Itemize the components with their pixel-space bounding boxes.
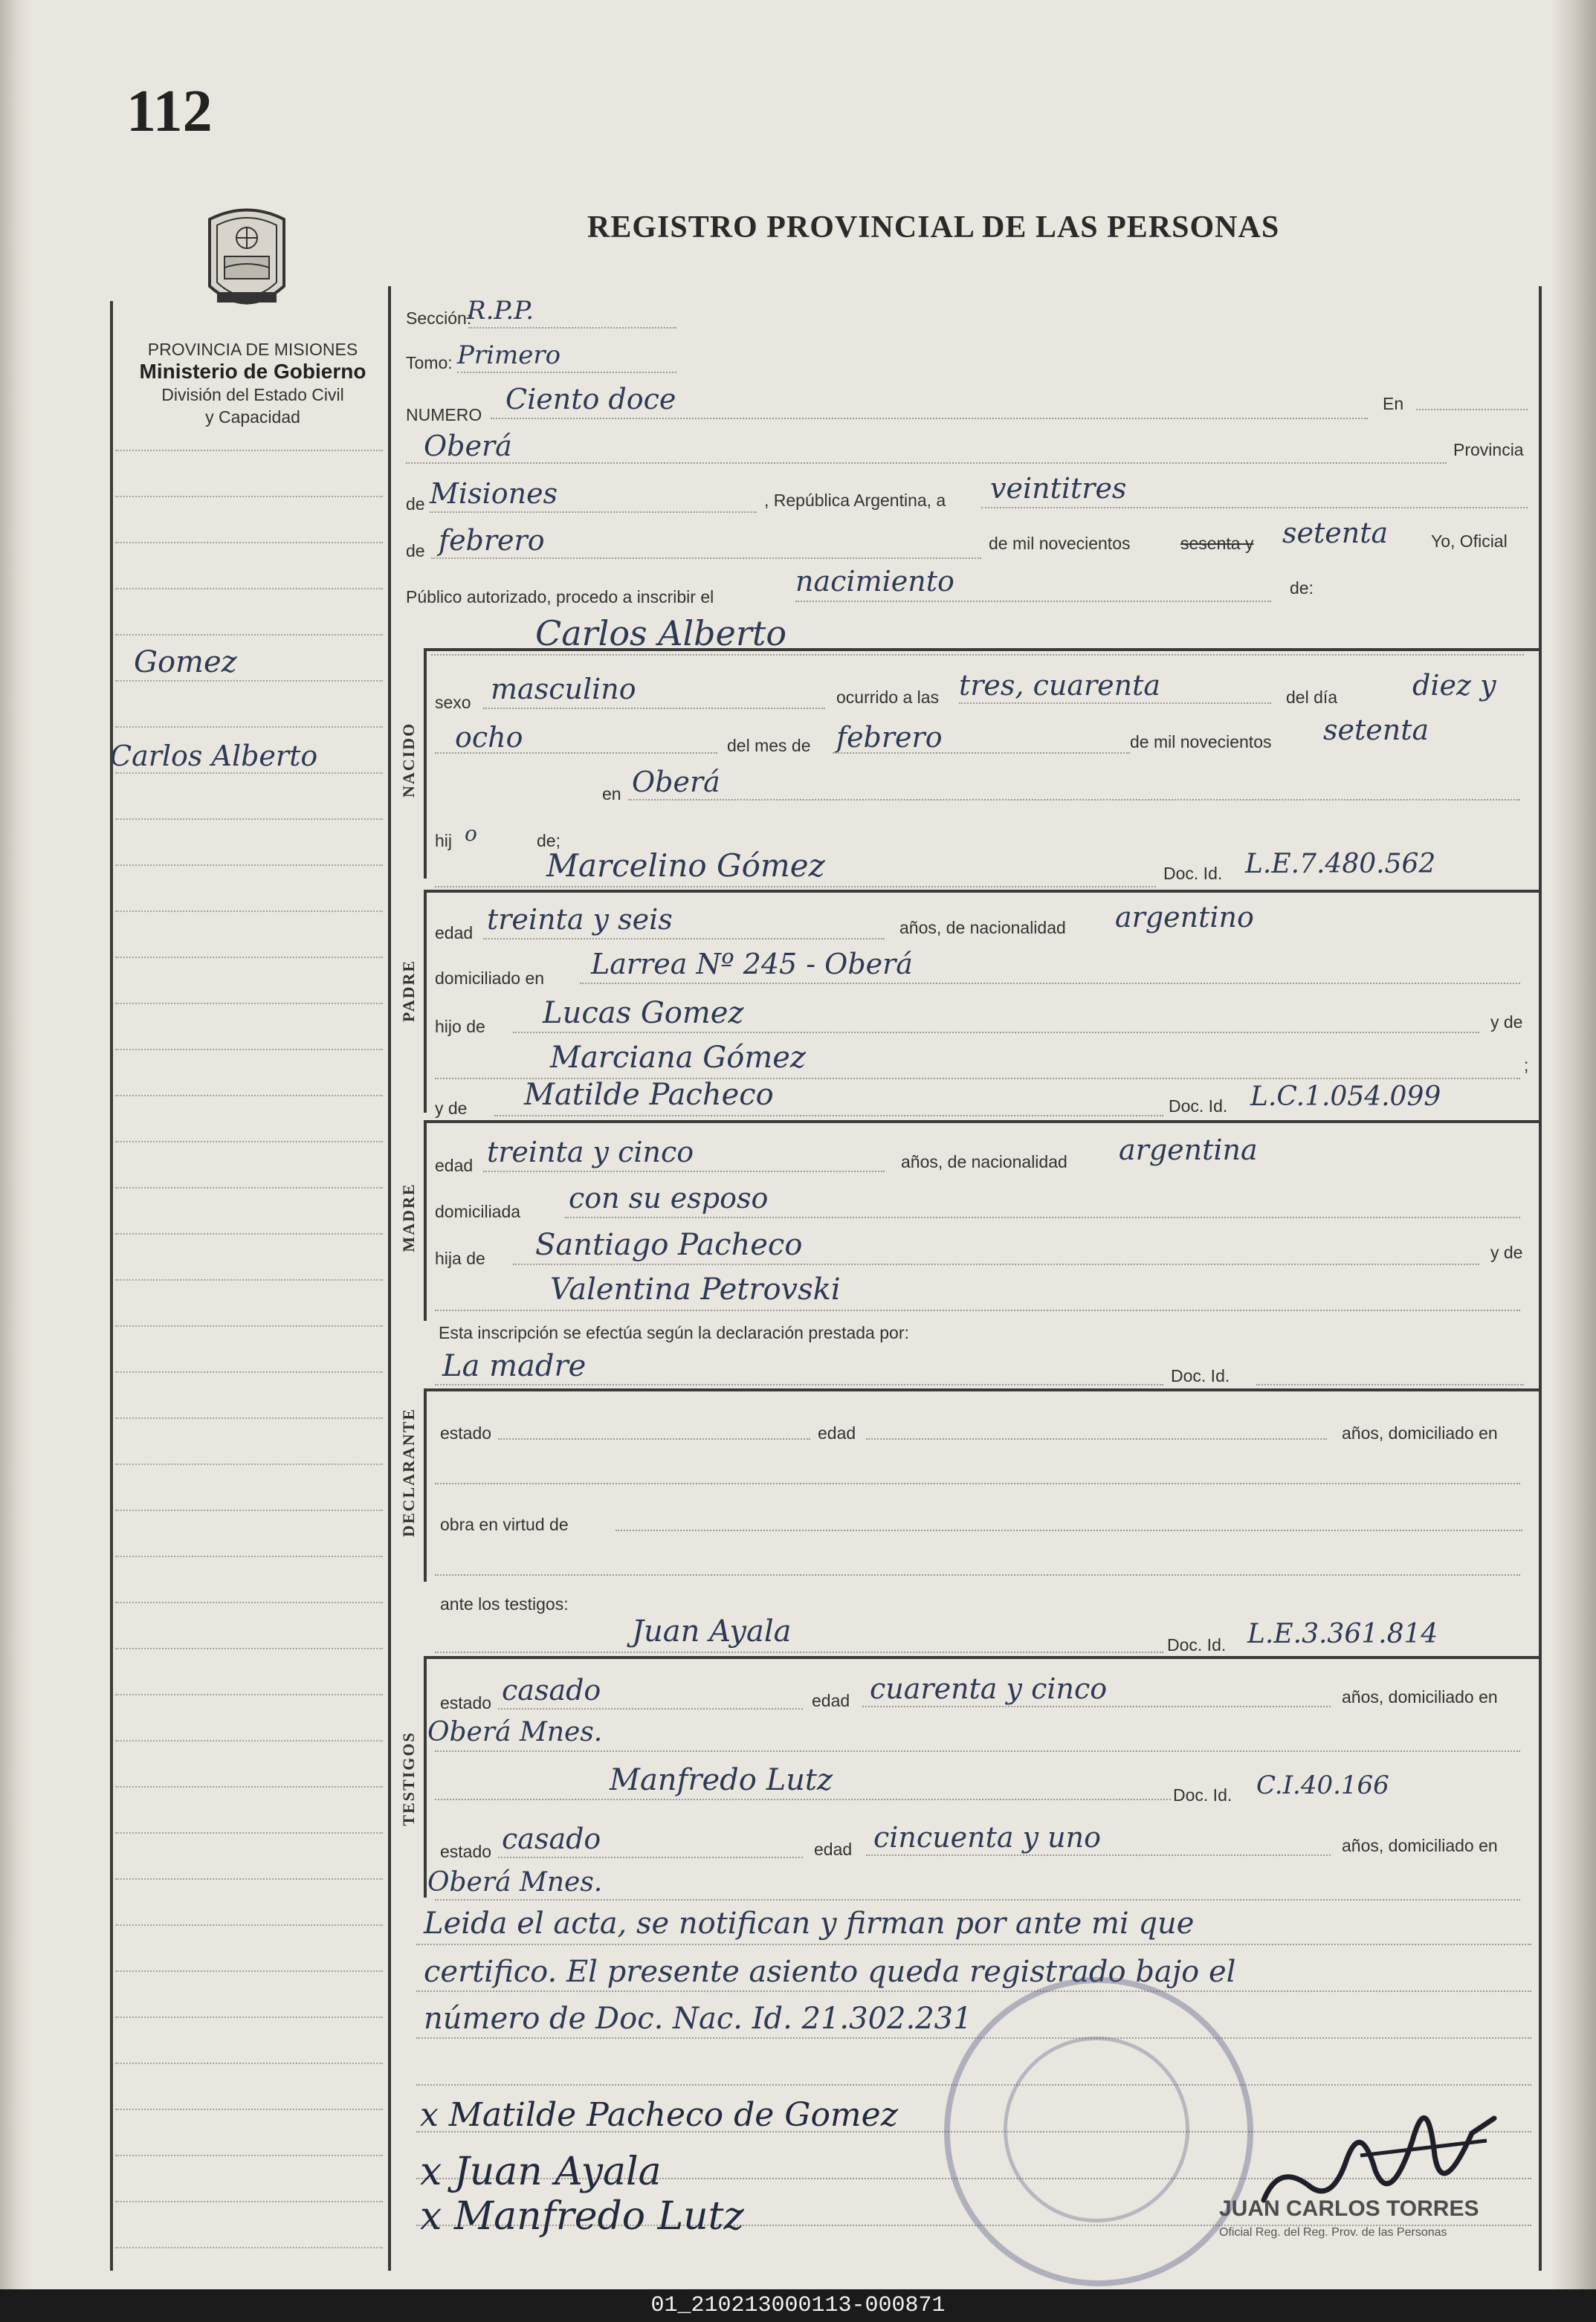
madre-top-line [424, 1120, 1539, 1123]
publico-label: Público autorizado, procedo a inscribir el [406, 587, 714, 607]
lugar-value: Oberá [632, 766, 720, 798]
province-de-label: de [406, 494, 425, 514]
witness2-edad: cincuenta y uno [873, 1821, 1102, 1854]
declarante-name: La madre [442, 1349, 587, 1383]
obra-dots [616, 1530, 1522, 1532]
maternal-grandmother: Valentina Petrovski [550, 1272, 841, 1307]
dia-2-dots [435, 752, 717, 754]
paternal-grandmother: Marciana Gómez [550, 1041, 807, 1075]
mother-edad-value: treinta y cinco [487, 1136, 694, 1168]
republica-label: , República Argentina, a [764, 491, 946, 510]
madre-side-line [424, 1120, 427, 1321]
tomo-value: Primero [457, 340, 561, 370]
dia-value-continued: ocho [455, 721, 523, 754]
father-dom-label: domiciliado en [435, 968, 545, 988]
year-value: setenta [1282, 517, 1389, 549]
ante-label: ante los testigos: [440, 1594, 569, 1614]
margin-ruled-line [115, 1464, 383, 1466]
dia-value: diez y [1412, 669, 1496, 702]
father-semicolon: ; [1524, 1055, 1529, 1075]
margin-ruled-line [115, 1602, 383, 1604]
left-frame-line [110, 301, 113, 2271]
maternal-grandfather-dots [513, 1264, 1479, 1266]
place-dots [406, 462, 1447, 465]
tomo-label: Tomo: [406, 353, 453, 372]
day-value: veintitres [990, 472, 1127, 505]
margin-ruled-line [115, 1970, 383, 1973]
mes-value: febrero [836, 721, 943, 754]
witness2-name-dots [435, 1799, 1171, 1801]
witness1-estado-label: estado [440, 1693, 492, 1713]
issuer-header [115, 338, 390, 428]
margin-ruled-line [115, 2201, 383, 2203]
witness2-domicilio-dots [435, 1899, 1520, 1901]
mother-y-de-label: y de [435, 1099, 468, 1118]
margin-ruled-line [115, 1279, 383, 1281]
margin-ruled-line [115, 680, 383, 682]
declarante-edad-dots [866, 1438, 1327, 1440]
witness2-edad-label: edad [814, 1840, 853, 1859]
hijo-de-label: de; [537, 831, 560, 850]
paternal-grandfather-dots [513, 1032, 1479, 1034]
father-edad-dots [483, 938, 885, 940]
closing-line-1: Leida el acta, se notifican y firman por ante mi que [424, 1907, 1195, 1941]
witness1-estado-dots [498, 1708, 803, 1710]
declarante-domicilio-dots [435, 1483, 1520, 1485]
paternal-grandfather: Lucas Gomez [543, 996, 744, 1030]
nacido-side-line [424, 648, 427, 879]
numero-label: NUMERO [406, 405, 482, 424]
mother-name: Matilde Pacheco [524, 1078, 774, 1112]
witness1-anos-label: años, domiciliado en [1342, 1687, 1498, 1707]
margin-ruled-line [115, 1694, 383, 1696]
image-identifier: 01_210213000113-000871 [0, 2289, 1596, 2322]
margin-ruled-line [115, 911, 383, 913]
witness1-doc-label: Doc. Id. [1167, 1635, 1227, 1655]
father-nac-label: años, de nacionalidad [899, 918, 1066, 937]
declarante-edad-label: edad [818, 1423, 856, 1443]
province-value: Misiones [430, 477, 558, 510]
del-dia-label: del día [1286, 688, 1338, 707]
witness2-name: Manfredo Lutz [610, 1763, 833, 1797]
inscripcion-label: Esta inscripción se efectúa según la declaración prestada por: [439, 1323, 909, 1342]
margin-ruled-line [115, 2109, 383, 2111]
ministry-name: Ministerio de Gobierno [139, 360, 366, 383]
mother-doc-value: L.C.1.054.099 [1250, 1081, 1441, 1112]
margin-ruled-line [115, 1786, 383, 1788]
witness1-edad-dots [862, 1706, 1331, 1708]
father-edad-value: treinta y seis [487, 903, 673, 936]
madre-side-label: MADRE [399, 1183, 418, 1252]
margin-ruled-line [115, 588, 383, 590]
closing-line-2: certifico. El presente asiento queda registrado bajo el [424, 1955, 1236, 1989]
maternal-grandfather: Santiago Pacheco [535, 1228, 803, 1262]
padre-side-line [424, 890, 427, 1113]
mother-nac-label: años, de nacionalidad [901, 1152, 1067, 1171]
margin-ruled-line [115, 1878, 383, 1880]
en-dots [1416, 409, 1528, 411]
margin-ruled-line [115, 1832, 383, 1834]
declarante-side-line [424, 1388, 427, 1582]
declarante-name-dots [435, 1384, 1163, 1386]
nacido-year-label: de mil novecientos [1130, 732, 1272, 751]
witness2-doc-label: Doc. Id. [1173, 1785, 1232, 1805]
margin-ruled-line [115, 1049, 383, 1051]
ocurrido-label: ocurrido a las [836, 688, 940, 707]
year-label: de mil novecientos [989, 534, 1131, 553]
closing-ruled-line [416, 1944, 1531, 1946]
witness1-domicilio: Oberá Mnes. [427, 1717, 603, 1747]
father-dom-value: Larrea Nº 245 - Oberá [591, 948, 913, 980]
margin-ruled-line [115, 2063, 383, 2065]
witness1-name-dots [435, 1652, 1163, 1654]
center-frame-line [388, 286, 391, 2271]
division-line-2: y Capacidad [205, 407, 300, 427]
testigos-side-line [424, 1656, 427, 1898]
father-doc-label: Doc. Id. [1163, 864, 1223, 883]
margin-given-names: Carlos Alberto [110, 740, 318, 772]
margin-ruled-line [115, 1510, 383, 1512]
witness2-edad-dots [866, 1854, 1331, 1857]
father-name: Marcelino Gómez [546, 847, 825, 884]
en-label: En [1383, 394, 1404, 413]
seccion-value: R.P.P. [467, 296, 534, 326]
hora-dots [959, 702, 1271, 705]
margin-ruled-line [115, 1095, 383, 1097]
padre-top-line [424, 890, 1539, 893]
mother-name-dots [494, 1115, 1163, 1117]
child-name: Carlos Alberto [535, 613, 787, 653]
mother-doc-label: Doc. Id. [1169, 1096, 1228, 1116]
declarante-estado-label: estado [440, 1423, 492, 1443]
province-dots [430, 511, 757, 514]
provincial-emblem-icon [195, 204, 299, 323]
margin-ruled-line [115, 1371, 383, 1374]
declarante-side-label: DECLARANTE [399, 1407, 418, 1537]
page-title: REGISTRO PROVINCIAL DE LAS PERSONAS [587, 210, 1280, 245]
father-y-de-label: y de [1490, 1012, 1523, 1032]
tomo-dots [457, 372, 676, 374]
place-value: Oberá [424, 430, 512, 462]
margin-ruled-line [115, 864, 383, 867]
sexo-dots [483, 708, 825, 710]
witness1-name: Juan Ayala [632, 1614, 792, 1649]
witness2-anos-label: años, domiciliado en [1342, 1836, 1498, 1855]
month-de-label: de [406, 541, 425, 560]
del-mes-label: del mes de [727, 736, 811, 755]
right-frame-line [1539, 286, 1542, 2271]
padre-side-label: PADRE [399, 959, 418, 1023]
mes-dots [833, 752, 1130, 754]
day-dots [981, 507, 1528, 509]
mother-edad-dots [483, 1171, 885, 1173]
margin-ruled-line [115, 634, 383, 636]
margin-ruled-line [115, 2155, 383, 2157]
lugar-dots [628, 799, 1520, 801]
maternal-grandmother-dots [435, 1310, 1520, 1312]
witness2-estado: casado [502, 1823, 601, 1855]
margin-ruled-line [115, 1325, 383, 1327]
margin-ruled-line [115, 818, 383, 821]
seccion-label: Sección: [406, 308, 472, 328]
margin-ruled-line [115, 1187, 383, 1189]
de-colon-label: de: [1290, 578, 1314, 598]
margin-ruled-line [115, 726, 383, 728]
margin-ruled-line [115, 1740, 383, 1742]
act-dots [795, 601, 1271, 603]
margin-ruled-line [115, 1924, 383, 1927]
binding-edge [0, 0, 30, 2289]
father-doc-value: L.E.7.480.562 [1245, 849, 1436, 879]
provincia-label: Provincia [1453, 440, 1524, 459]
page-number: 112 [126, 79, 213, 144]
closing-ruled-line [416, 1990, 1531, 1993]
obra-dots-2 [435, 1574, 1520, 1576]
official-stamp-name: JUAN CARLOS TORRES [1219, 2196, 1479, 2221]
father-nac-value: argentino [1115, 901, 1254, 934]
father-edad-label: edad [435, 923, 474, 942]
witness2-doc: C.I.40.166 [1256, 1770, 1389, 1800]
margin-ruled-line [115, 957, 383, 959]
official-stamp-subtitle: Oficial Reg. del Reg. Prov. de las Personas [1219, 2226, 1447, 2239]
signature-witness-1: x Juan Ayala [420, 2150, 662, 2194]
hora-value: tres, cuarenta [959, 669, 1161, 702]
official-seal-inner [1004, 2037, 1189, 2222]
father-name-dots [435, 886, 1156, 888]
father-hijo-de-label: hijo de [435, 1017, 485, 1036]
declarante-estado-dots [498, 1438, 810, 1440]
year-struck-text: sesenta y [1180, 534, 1254, 553]
page-edge-shadow [1551, 0, 1596, 2289]
mother-dom-dots [565, 1217, 1520, 1219]
margin-ruled-line [115, 542, 383, 544]
father-dom-dots [580, 983, 1520, 985]
signature-witness-2: x Manfredo Lutz [420, 2194, 744, 2239]
testigos-side-label: TESTIGOS [399, 1731, 418, 1826]
margin-ruled-line [115, 1648, 383, 1650]
hijo-label: hij [435, 831, 453, 850]
mother-hija-de-label: hija de [435, 1249, 485, 1268]
obra-label: obra en virtud de [440, 1515, 569, 1534]
witness1-edad-label: edad [812, 1691, 850, 1710]
division-line-1: División del Estado Civil [161, 385, 344, 404]
declarante-doc-dots [1256, 1384, 1524, 1386]
margin-ruled-line [115, 1233, 383, 1235]
margin-ruled-line [115, 772, 383, 774]
mother-dom-value: con su esposo [569, 1182, 769, 1215]
declarante-doc-label: Doc. Id. [1171, 1366, 1230, 1385]
act-value: nacimiento [795, 565, 954, 598]
numero-value: Ciento doce [505, 383, 676, 415]
mother-edad-label: edad [435, 1156, 474, 1175]
testigos-top-line [424, 1656, 1539, 1659]
witness1-edad: cuarenta y cinco [870, 1672, 1108, 1705]
hijo-suffix: o [465, 821, 477, 846]
mother-dom-label: domiciliada [435, 1202, 521, 1221]
margin-ruled-line [115, 1556, 383, 1558]
closing-line-3: número de Doc. Nac. Id. 21.302.231 [424, 2002, 972, 2036]
witness1-estado: casado [502, 1674, 601, 1707]
margin-ruled-line [115, 450, 383, 452]
declarante-anos-label: años, domiciliado en [1342, 1423, 1498, 1443]
month-dots [431, 557, 981, 560]
signature-mother: x Matilde Pacheco de Gomez [420, 2096, 898, 2134]
nacido-side-label: NACIDO [399, 722, 418, 798]
seccion-dots [468, 327, 676, 329]
nacido-year-value: setenta [1323, 714, 1429, 746]
mother-y-de-label2: y de [1490, 1243, 1523, 1262]
sexo-label: sexo [435, 693, 471, 712]
province-name: PROVINCIA DE MISIONES [147, 340, 358, 359]
margin-ruled-line [115, 1003, 383, 1005]
child-name-dots [431, 654, 1524, 656]
month-value: febrero [439, 524, 545, 557]
witness2-domicilio: Oberá Mnes. [427, 1867, 603, 1898]
margin-ruled-line [115, 2247, 383, 2249]
declarante-top-line [424, 1388, 1539, 1391]
sexo-value: masculino [491, 673, 636, 705]
nacido-en-label: en [602, 784, 621, 803]
margin-ruled-line [115, 1141, 383, 1143]
witness2-estado-dots [498, 1857, 803, 1859]
margin-ruled-line [115, 496, 383, 498]
numero-dots [491, 418, 1368, 420]
witness1-doc: L.E.3.361.814 [1247, 1619, 1438, 1649]
witness2-estado-label: estado [440, 1842, 492, 1861]
margin-ruled-line [115, 1417, 383, 1420]
witness1-domicilio-dots [435, 1750, 1520, 1753]
margin-surname: Gomez [134, 645, 237, 679]
yo-oficial-label: Yo, Oficial [1431, 531, 1508, 551]
mother-nac-value: argentina [1119, 1133, 1258, 1166]
margin-ruled-line [115, 2017, 383, 2019]
